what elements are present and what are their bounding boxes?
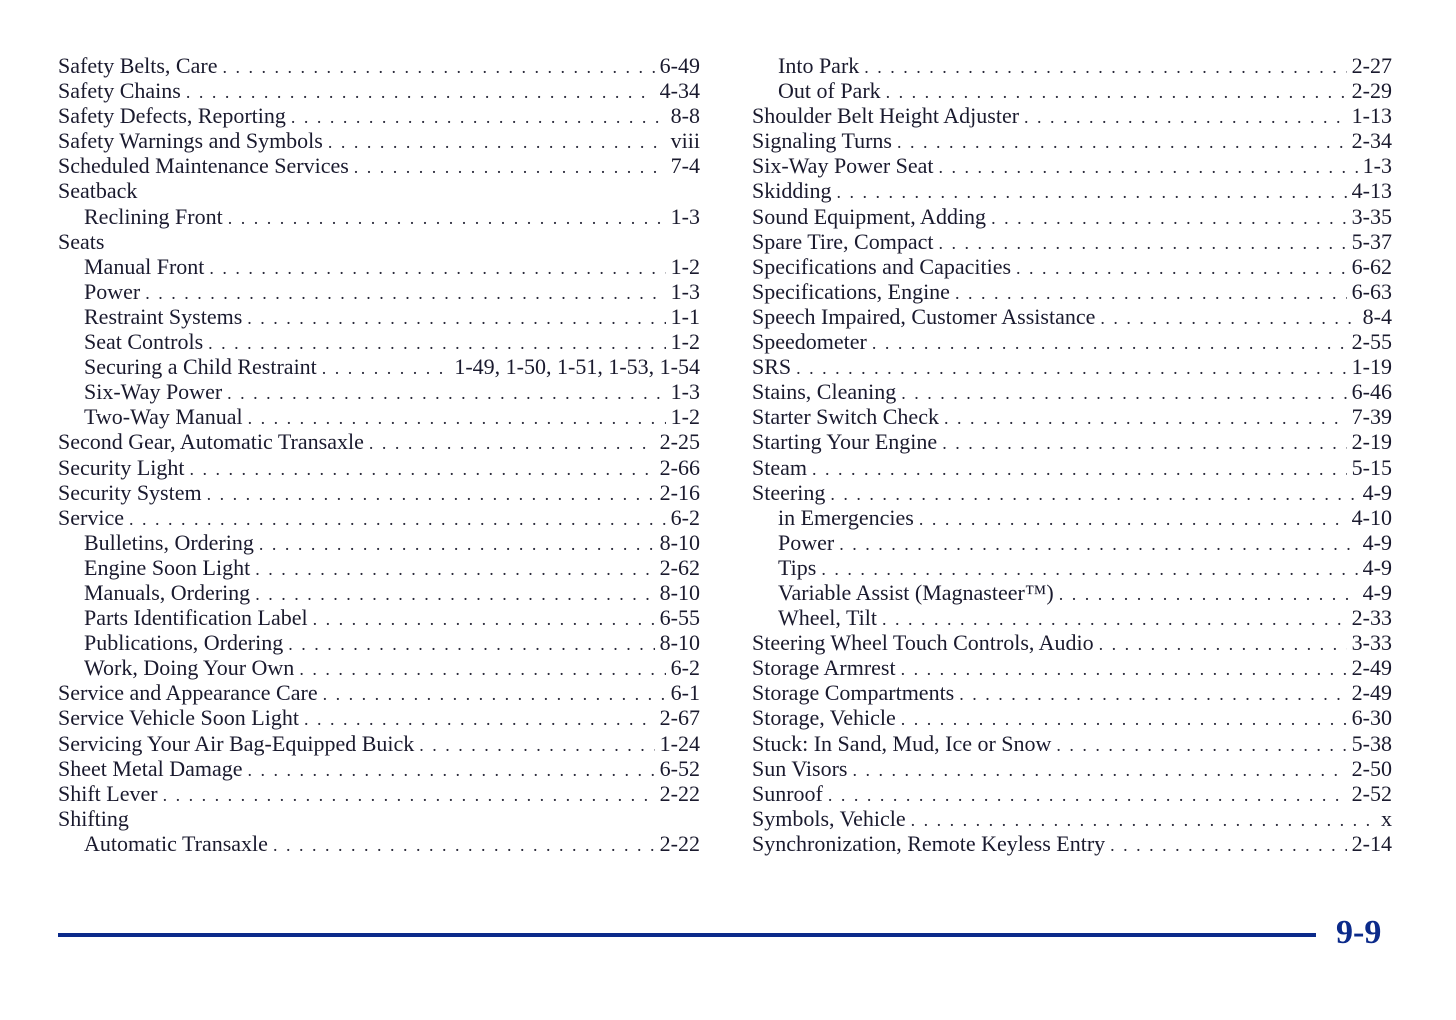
dot-leader xyxy=(299,657,665,682)
index-entry xyxy=(58,580,700,605)
index-entry xyxy=(752,329,1392,354)
index-entry xyxy=(58,78,700,103)
index-entry-page: 6-46 xyxy=(1351,379,1392,405)
index-entry-label: in Emergencies xyxy=(778,504,914,530)
dot-leader xyxy=(209,256,665,281)
index-entry-label: Shift Lever xyxy=(58,780,158,806)
index-column-right xyxy=(752,53,1392,856)
index-entry-label: Engine Soon Light xyxy=(84,554,251,580)
index-entry-page: 4-10 xyxy=(1351,504,1392,530)
dot-leader xyxy=(1099,632,1347,657)
index-entry-page: 4-9 xyxy=(1362,554,1392,580)
index-entry xyxy=(752,229,1392,254)
index-entry-label: Variable Assist (Magnasteer™) xyxy=(778,579,1054,605)
dot-leader xyxy=(222,55,654,80)
index-entry-page: 1-3 xyxy=(1362,153,1392,179)
index-entry xyxy=(58,304,700,329)
index-entry-page: 4-34 xyxy=(659,78,700,104)
index-entry-label: Parts Identification Label xyxy=(84,605,308,631)
index-entry-page: viii xyxy=(670,128,700,154)
dot-leader xyxy=(259,532,655,557)
index-entry-label: Reclining Front xyxy=(84,203,223,229)
dot-leader xyxy=(207,482,655,507)
dot-leader xyxy=(919,507,1347,532)
index-entry-page: 6-1 xyxy=(670,680,700,706)
index-entry-page: 6-49 xyxy=(659,53,700,78)
index-entry-label: Service and Appearance Care xyxy=(58,680,318,706)
index-entry xyxy=(58,153,700,178)
index-entry xyxy=(58,505,700,530)
index-entry xyxy=(752,505,1392,530)
index-entry xyxy=(58,53,700,78)
index-entry-label: Synchronization, Remote Keyless Entry xyxy=(752,830,1106,856)
index-entry xyxy=(752,605,1392,630)
index-entry-page: 1-19 xyxy=(1351,354,1392,380)
index-entry-label: Storage Compartments xyxy=(752,680,955,706)
index-entry-label: SRS xyxy=(752,354,792,380)
index-entry-label: Power xyxy=(84,278,141,304)
dot-leader xyxy=(864,55,1346,80)
dot-leader xyxy=(897,130,1347,155)
index-entry xyxy=(58,354,700,379)
index-entry-label: Wheel, Tilt xyxy=(778,605,878,631)
dot-leader xyxy=(828,783,1347,808)
index-entry-label: Sun Visors xyxy=(752,755,848,781)
index-entry xyxy=(752,630,1392,655)
dot-leader xyxy=(1016,256,1347,281)
index-entry-label: Symbols, Vehicle xyxy=(752,805,906,831)
index-entry xyxy=(752,103,1392,128)
index-entry xyxy=(58,329,700,354)
index-entry xyxy=(58,455,700,480)
dot-leader xyxy=(354,155,666,180)
index-entry-page: 1-13 xyxy=(1351,103,1392,129)
index-entry-label: Steam xyxy=(752,454,807,480)
dot-leader xyxy=(248,758,655,783)
index-entry xyxy=(752,555,1392,580)
index-entry-label: Spare Tire, Compact xyxy=(752,228,934,254)
index-entry-page: 1-1 xyxy=(670,303,700,329)
index-entry-page: 2-55 xyxy=(1351,329,1392,355)
index-entry-page: 3-35 xyxy=(1351,203,1392,229)
index-entry-page: 4-13 xyxy=(1351,178,1392,204)
index-entry-page: 6-63 xyxy=(1351,278,1392,304)
index-entry-label: Safety Belts, Care xyxy=(58,53,218,78)
dot-leader xyxy=(901,707,1347,732)
dot-leader xyxy=(291,105,666,130)
index-entry-page: 4-9 xyxy=(1362,579,1392,605)
dot-leader xyxy=(145,281,665,306)
index-entry xyxy=(58,204,700,229)
dot-leader xyxy=(821,557,1357,582)
dot-leader xyxy=(1024,105,1347,130)
dot-leader xyxy=(419,733,654,758)
dot-leader xyxy=(836,180,1346,205)
index-entry-label: Seat Controls xyxy=(84,329,204,355)
index-entry xyxy=(58,605,700,630)
index-entry-page: 2-66 xyxy=(659,454,700,480)
index-entry-label: Stains, Cleaning xyxy=(752,379,897,405)
index-entry xyxy=(752,455,1392,480)
index-entry xyxy=(58,831,700,856)
index-entry xyxy=(58,429,700,454)
index-entry-page: 6-62 xyxy=(1351,253,1392,279)
index-entry-label: Manuals, Ordering xyxy=(84,579,251,605)
index-entry-label: Starting Your Engine xyxy=(752,429,938,455)
dot-leader xyxy=(901,657,1347,682)
dot-leader xyxy=(369,431,655,456)
index-column-left xyxy=(58,53,700,856)
index-entry-label: Into Park xyxy=(778,53,860,78)
index-entry-label: Sunroof xyxy=(752,780,823,806)
index-entry-label: Restraint Systems xyxy=(84,303,243,329)
index-entry-page: x xyxy=(1381,805,1392,831)
index-entry xyxy=(58,178,700,203)
dot-leader xyxy=(1059,582,1358,607)
index-entry-label: Sound Equipment, Adding xyxy=(752,203,987,229)
dot-leader xyxy=(304,707,655,732)
index-entry-page: 5-38 xyxy=(1351,730,1392,756)
dot-leader xyxy=(796,356,1347,381)
index-entry-page: 1-2 xyxy=(670,253,700,279)
index-entry-page: 5-15 xyxy=(1351,454,1392,480)
index-entry-label: Steering Wheel Touch Controls, Audio xyxy=(752,630,1094,656)
dot-leader xyxy=(812,457,1347,482)
index-entry-page: 2-29 xyxy=(1351,78,1392,104)
index-entry xyxy=(58,103,700,128)
dot-leader xyxy=(852,758,1346,783)
index-entry-page: 2-22 xyxy=(659,830,700,856)
index-entry-page: 6-52 xyxy=(659,755,700,781)
dot-leader xyxy=(129,507,666,532)
dot-leader xyxy=(227,381,666,406)
index-entry xyxy=(58,655,700,680)
index-entry-page: 6-30 xyxy=(1351,705,1392,731)
index-entry-page: 8-10 xyxy=(659,529,700,555)
index-entry-label: Tips xyxy=(778,554,817,580)
index-entry xyxy=(752,781,1392,806)
dot-leader xyxy=(911,808,1376,833)
index-entry-label: Securing a Child Restraint xyxy=(84,354,317,380)
index-entry-page: 2-49 xyxy=(1351,680,1392,706)
dot-leader xyxy=(991,206,1347,231)
index-entry-label: Signaling Turns xyxy=(752,128,892,154)
index-entry-label: Bulletins, Ordering xyxy=(84,529,254,555)
index-entry-page: 2-16 xyxy=(659,479,700,505)
index-entry-page: 8-4 xyxy=(1362,303,1392,329)
index-entry-page: 2-25 xyxy=(659,429,700,455)
index-entry xyxy=(752,705,1392,730)
index-entry xyxy=(752,78,1392,103)
dot-leader xyxy=(839,532,1357,557)
index-entry-page: 8-8 xyxy=(670,103,700,129)
index-entry-page: 8-10 xyxy=(659,579,700,605)
index-entry xyxy=(58,756,700,781)
index-entry-page: 1-2 xyxy=(670,329,700,355)
index-entry xyxy=(58,705,700,730)
index-entry-label: Work, Doing Your Own xyxy=(84,655,295,681)
index-entry-label: Seatback xyxy=(58,178,138,204)
index-entry-label: Starter Switch Check xyxy=(752,404,939,430)
index-entry-page: 4-9 xyxy=(1362,479,1392,505)
dot-leader xyxy=(944,406,1347,431)
dot-leader xyxy=(939,231,1347,256)
dot-leader xyxy=(886,80,1347,105)
dot-leader xyxy=(955,281,1347,306)
index-entry-label: Speech Impaired, Customer Assistance xyxy=(752,303,1096,329)
index-entry xyxy=(58,806,700,831)
dot-leader xyxy=(313,607,655,632)
index-entry xyxy=(752,731,1392,756)
index-entry xyxy=(58,530,700,555)
index-entry-label: Storage Armrest xyxy=(752,655,896,681)
index-entry xyxy=(58,254,700,279)
index-entry-page: 2-52 xyxy=(1351,780,1392,806)
index-entry xyxy=(58,480,700,505)
index-entry-page: 3-33 xyxy=(1351,630,1392,656)
index-entry-label: Power xyxy=(778,529,835,555)
index-entry-label: Service Vehicle Soon Light xyxy=(58,705,299,731)
index-entry-label: Service xyxy=(58,504,124,530)
index-entry xyxy=(752,254,1392,279)
index-entry xyxy=(752,178,1392,203)
index-entry xyxy=(752,806,1392,831)
index-entry-page: 2-50 xyxy=(1351,755,1392,781)
index-entry xyxy=(752,831,1392,856)
index-entry-label: Manual Front xyxy=(84,253,205,279)
index-entry-label: Safety Chains xyxy=(58,78,181,104)
index-entry xyxy=(58,731,700,756)
index-entry-label: Seats xyxy=(58,228,105,254)
dot-leader xyxy=(186,80,655,105)
index-entry xyxy=(752,153,1392,178)
index-entry-page: 2-33 xyxy=(1351,605,1392,631)
index-entry xyxy=(58,555,700,580)
index-entry-page: 2-22 xyxy=(659,780,700,806)
index-entry xyxy=(752,379,1392,404)
index-entry xyxy=(752,128,1392,153)
dot-leader xyxy=(830,482,1357,507)
dot-leader xyxy=(328,130,666,155)
index-entry xyxy=(58,680,700,705)
page-number: 9-9 xyxy=(1336,914,1382,951)
index-entry xyxy=(752,404,1392,429)
index-entry-label: Two-Way Manual xyxy=(84,404,243,430)
index-entry xyxy=(752,756,1392,781)
index-entry xyxy=(752,53,1392,78)
index-entry-label: Safety Warnings and Symbols xyxy=(58,128,323,154)
dot-leader xyxy=(255,557,654,582)
index-entry-label: Specifications, Engine xyxy=(752,278,950,304)
dot-leader xyxy=(322,356,450,381)
index-entry-label: Publications, Ordering xyxy=(84,630,284,656)
index-entry-label: Specifications and Capacities xyxy=(752,253,1012,279)
index-entry-label: Out of Park xyxy=(778,78,881,104)
dot-leader xyxy=(901,381,1346,406)
index-entry-page: 8-10 xyxy=(659,630,700,656)
dot-leader xyxy=(942,431,1346,456)
index-entry-label: Storage, Vehicle xyxy=(752,705,896,731)
index-entry-page: 5-37 xyxy=(1351,228,1392,254)
index-entry xyxy=(58,781,700,806)
index-entry-label: Servicing Your Air Bag-Equipped Buick xyxy=(58,730,415,756)
index-entry xyxy=(752,580,1392,605)
dot-leader xyxy=(288,632,654,657)
index-entry-label: Sheet Metal Damage xyxy=(58,755,243,781)
index-entry xyxy=(58,128,700,153)
dot-leader xyxy=(882,607,1347,632)
index-entry xyxy=(58,404,700,429)
index-entry-page: 2-49 xyxy=(1351,655,1392,681)
dot-leader xyxy=(1056,733,1346,758)
index-entry-page: 2-62 xyxy=(659,554,700,580)
dot-leader xyxy=(273,833,655,858)
index-entry xyxy=(58,279,700,304)
dot-leader xyxy=(247,306,665,331)
index-entry xyxy=(752,354,1392,379)
index-entry-label: Security System xyxy=(58,479,202,505)
index-entry xyxy=(58,379,700,404)
dot-leader xyxy=(939,155,1358,180)
index-entry xyxy=(752,304,1392,329)
dot-leader xyxy=(323,682,666,707)
index-entry-page: 1-3 xyxy=(670,203,700,229)
index-entry-page: 1-49, 1-50, 1-51, 1-53, 1-54 xyxy=(454,354,700,380)
index-entry-page: 7-4 xyxy=(670,153,700,179)
dot-leader xyxy=(1100,306,1357,331)
index-entry xyxy=(58,229,700,254)
index-entry-page: 1-3 xyxy=(670,278,700,304)
index-entry-label: Scheduled Maintenance Services xyxy=(58,153,349,179)
index-entry-label: Skidding xyxy=(752,178,832,204)
index-entry-label: Speedometer xyxy=(752,329,867,355)
dot-leader xyxy=(872,331,1347,356)
dot-leader xyxy=(208,331,666,356)
index-entry-page: 2-67 xyxy=(659,705,700,731)
index-entry-page: 4-9 xyxy=(1362,529,1392,555)
footer-rule xyxy=(58,933,1316,937)
index-entry-page: 6-2 xyxy=(670,504,700,530)
index-entry xyxy=(752,480,1392,505)
dot-leader xyxy=(255,582,654,607)
index-entry-label: Shoulder Belt Height Adjuster xyxy=(752,103,1020,129)
index-entry xyxy=(752,680,1392,705)
dot-leader xyxy=(959,682,1346,707)
index-entry xyxy=(752,204,1392,229)
index-entry-page: 7-39 xyxy=(1351,404,1392,430)
index-entry-label: Stuck: In Sand, Mud, Ice or Snow xyxy=(752,730,1052,756)
index-entry-label: Steering xyxy=(752,479,826,505)
index-entry-label: Six-Way Power xyxy=(84,379,223,405)
dot-leader xyxy=(163,783,655,808)
dot-leader xyxy=(228,206,666,231)
index-entry-label: Security Light xyxy=(58,454,185,480)
index-entry-label: Six-Way Power Seat xyxy=(752,153,934,179)
index-entry-page: 6-2 xyxy=(670,655,700,681)
index-entry xyxy=(752,279,1392,304)
index-entry-label: Shifting xyxy=(58,805,129,831)
index-entry-page: 2-14 xyxy=(1351,830,1392,856)
index-entry-page: 2-34 xyxy=(1351,128,1392,154)
index-entry-label: Automatic Transaxle xyxy=(84,830,268,856)
index-entry xyxy=(58,630,700,655)
index-entry-page: 1-2 xyxy=(670,404,700,430)
index-entry-label: Second Gear, Automatic Transaxle xyxy=(58,429,364,455)
dot-leader xyxy=(248,406,666,431)
dot-leader xyxy=(189,457,654,482)
index-entry-page: 6-55 xyxy=(659,605,700,631)
index-entry-page: 2-27 xyxy=(1351,53,1392,78)
index-entry-page: 1-3 xyxy=(670,379,700,405)
index-entry-page: 2-19 xyxy=(1351,429,1392,455)
index-entry xyxy=(752,530,1392,555)
index-entry xyxy=(752,655,1392,680)
index-entry-page: 1-24 xyxy=(659,730,700,756)
index-entry xyxy=(752,429,1392,454)
dot-leader xyxy=(1110,833,1347,858)
index-entry-label: Safety Defects, Reporting xyxy=(58,103,286,129)
